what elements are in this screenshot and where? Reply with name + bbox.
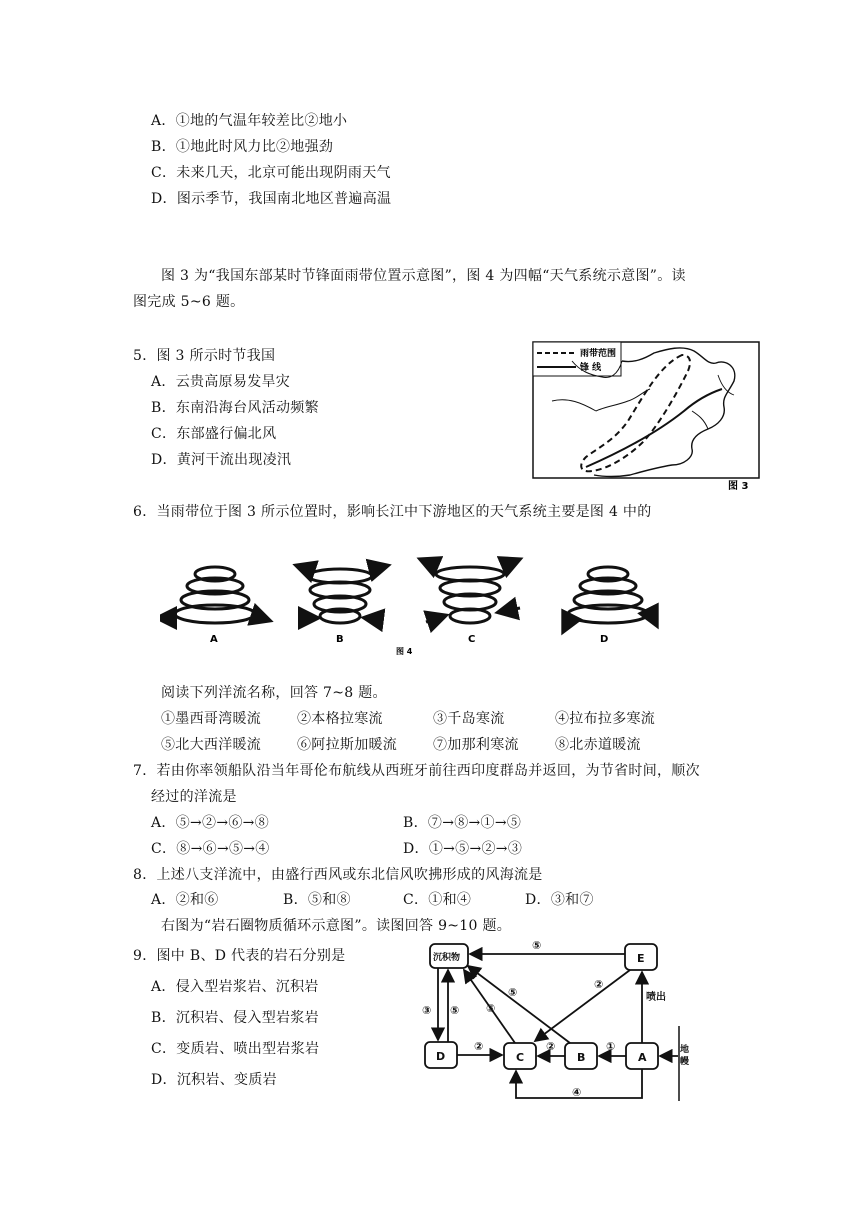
q7-option-a: A．⑤→②→⑥→⑧: [151, 815, 270, 831]
system-a-icon: [160, 567, 268, 623]
q5-option-b: B．东南沿海台风活动频繁: [151, 400, 319, 416]
label-sediment: 沉积物: [433, 953, 461, 963]
arrow-label-e-c: ②: [594, 978, 604, 991]
legend-front-label: 锋 线: [580, 363, 602, 373]
q9-option-d: D．沉积岩、变质岩: [151, 1072, 277, 1088]
q7-stem-line2: 经过的洋流是: [151, 789, 237, 805]
intro-9-10: 右图为“岩石圈物质循环示意图”。读图回答 9~10 题。: [161, 918, 512, 934]
system-d-icon: [564, 567, 656, 630]
label-e: E: [637, 952, 645, 965]
q8-stem: 8．上述八支洋流中，由盛行西风或东北信风吹拂形成的风海流是: [133, 867, 543, 883]
system-b-icon: [298, 566, 386, 623]
current-6: ⑥阿拉斯加暖流: [297, 737, 398, 753]
current-1: ①墨西哥湾暖流: [161, 711, 262, 727]
figure4-label-b: B: [336, 634, 344, 645]
label-a: A: [638, 1051, 647, 1064]
label-mantle: 地 幔: [678, 1044, 688, 1066]
q4-option-c: C．未来几天，北京可能出现阴雨天气: [151, 165, 391, 181]
q5-stem: 5．图 3 所示时节我国: [133, 348, 276, 364]
figure4-label-a: A: [210, 634, 218, 645]
arrow-label-eruption: 喷出: [646, 992, 666, 1003]
q8-option-a: A．②和⑥: [151, 892, 219, 908]
q7-option-c: C．⑧→⑥→⑤→④: [151, 841, 270, 857]
arrow-label-ab: ①: [606, 1040, 616, 1053]
rock-cycle-diagram: [420, 936, 710, 1106]
q7-option-d: D．①→⑤→②→③: [403, 841, 523, 857]
label-d: D: [436, 1050, 446, 1063]
label-b: B: [577, 1051, 586, 1064]
current-4: ④拉布拉多寒流: [555, 711, 656, 727]
q4-option-a: A．①地的气温年较差比②地小: [151, 113, 348, 129]
q7-stem-line1: 7．若由你率领船队沿当年哥伦布航线从西班牙前往西印度群岛并返回，为节省时间，顺次: [133, 763, 700, 779]
q8-option-d: D．③和⑦: [525, 892, 594, 908]
arrow-label-bottom: ④: [572, 1086, 582, 1099]
q4-option-d: D．图示季节，我国南北地区普遍高温: [151, 191, 392, 207]
arrow-label-dc: ②: [474, 1040, 484, 1053]
label-c: C: [516, 1051, 525, 1064]
figure4-label-c: C: [468, 634, 476, 645]
currents-intro: 阅读下列洋流名称，回答 7~8 题。: [161, 685, 387, 701]
current-3: ③千岛寒流: [433, 711, 505, 727]
q9-option-c: C．变质岩、喷出型岩浆岩: [151, 1041, 320, 1057]
q9-option-b: B．沉积岩、侵入型岩浆岩: [151, 1010, 319, 1026]
arrow-label-d3: ③: [422, 1004, 432, 1017]
arrow-label-top: ⑤: [532, 939, 542, 952]
current-2: ②本格拉寒流: [297, 711, 383, 727]
figure4-label-d: D: [600, 634, 609, 645]
figure4-caption: 图 4: [396, 647, 413, 656]
arrow-label-s5a: ⑤: [508, 986, 518, 999]
q5-option-a: A．云贵高原易发旱灾: [151, 374, 291, 390]
q4-option-b: B．①地此时风力比②地强劲: [151, 139, 334, 155]
q8-option-b: B．⑤和⑧: [283, 892, 351, 908]
arrow-label-s5b: ⑤: [486, 1002, 496, 1015]
system-c-icon: [422, 560, 520, 623]
figure4-weather-systems: [160, 556, 660, 656]
current-8: ⑧北赤道暖流: [555, 737, 641, 753]
current-7: ⑦加那利寒流: [433, 737, 519, 753]
legend-rain-belt-label: 雨带范围: [580, 349, 617, 359]
q8-option-c: C．①和④: [403, 892, 472, 908]
q5-option-d: D．黄河干流出现凌汛: [151, 452, 292, 468]
figure3-caption: 图 3: [728, 481, 749, 491]
q7-option-b: B．⑦→⑧→①→⑤: [403, 815, 522, 831]
intro-5-6-line2: 图完成 5~6 题。: [133, 294, 245, 310]
figure3-rain-belt-map: [532, 341, 762, 491]
q5-option-c: C．东部盛行偏北风: [151, 426, 277, 442]
intro-5-6-line1: 图 3 为“我国东部某时节锋面雨带位置示意图”，图 4 为四幅“天气系统示意图”。读: [161, 268, 686, 284]
current-5: ⑤北大西洋暖流: [161, 737, 262, 753]
q9-option-a: A．侵入型岩浆岩、沉积岩: [151, 979, 319, 995]
q9-stem: 9．图中 B、D 代表的岩石分别是: [133, 948, 346, 964]
q6-stem: 6．当雨带位于图 3 所示位置时，影响长江中下游地区的天气系统主要是图 4 中的: [133, 504, 652, 520]
arrow-label-bc: ②: [546, 1040, 556, 1053]
arrow-label-d5: ⑤: [450, 1004, 460, 1017]
